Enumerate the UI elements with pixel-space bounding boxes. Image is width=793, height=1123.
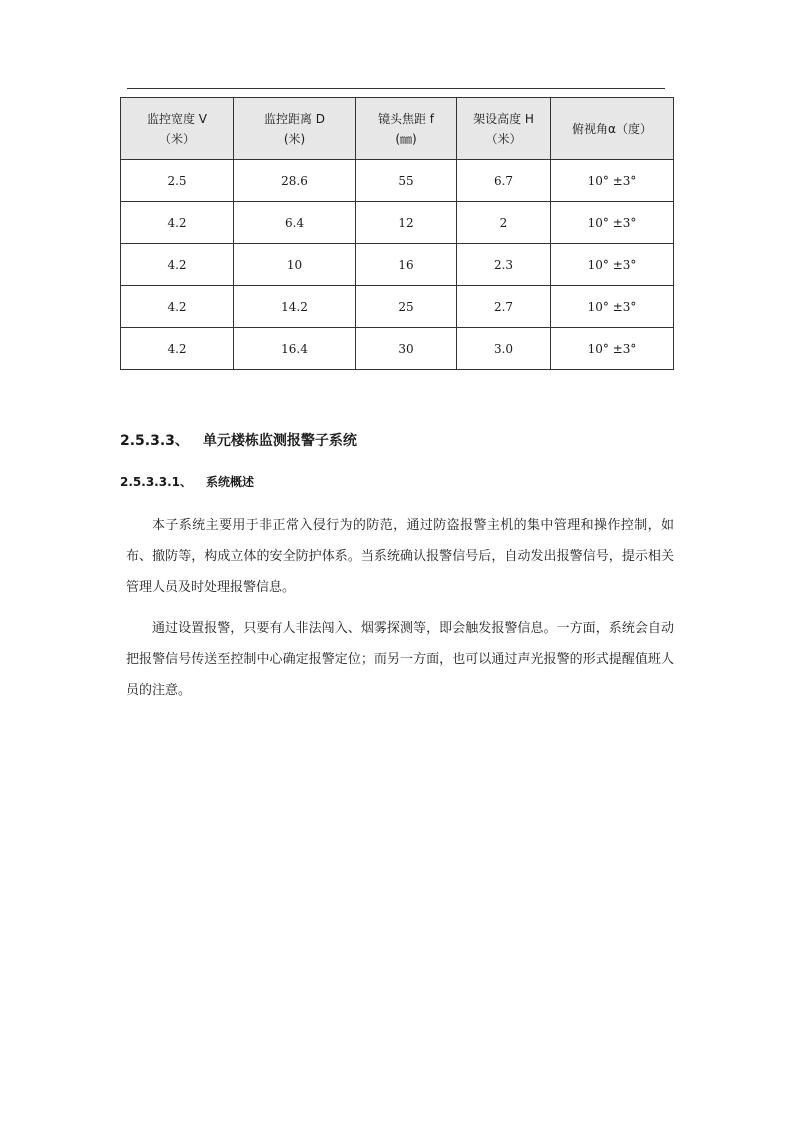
- header-rule: [127, 88, 665, 89]
- cell-focal-length: 25: [356, 286, 457, 328]
- cell-mount-height: 2.7: [457, 286, 551, 328]
- table-row: [121, 202, 674, 244]
- header-focal-length: 镜头焦距 f (㎜): [356, 98, 457, 160]
- table-header-row: [121, 98, 674, 160]
- camera-spec-table: [120, 97, 674, 370]
- cell-angle: 10° ±3°: [551, 202, 674, 244]
- cell-width: 4.2: [121, 244, 234, 286]
- cell-focal-length: 30: [356, 328, 457, 370]
- cell-distance: 14.2: [234, 286, 356, 328]
- header-width: 监控宽度 V （米）: [121, 98, 234, 160]
- header-depression-angle: 俯视角α（度）: [551, 98, 674, 160]
- cell-distance: 28.6: [234, 160, 356, 202]
- section-heading: [120, 430, 357, 450]
- cell-focal-length: 55: [356, 160, 457, 202]
- cell-width: 4.2: [121, 286, 234, 328]
- cell-focal-length: 16: [356, 244, 457, 286]
- subsection-number: 2.5.3.3.1、: [120, 475, 192, 489]
- cell-focal-length: 12: [356, 202, 457, 244]
- cell-mount-height: 6.7: [457, 160, 551, 202]
- table-row: [121, 160, 674, 202]
- cell-width: 4.2: [121, 328, 234, 370]
- header-distance: 监控距离 D (米): [234, 98, 356, 160]
- cell-distance: 10: [234, 244, 356, 286]
- table-row: [121, 328, 674, 370]
- body-paragraph: 通过设置报警，只要有人非法闯入、烟雾探测等，即会触发报警信息。一方面，系统会自动把报警信号传送至控制中心确定报警定位；而另一方面，也可以通过声光报警的形式提醒值班人员的注意。: [126, 621, 674, 698]
- subsection-title: 系统概述: [205, 475, 254, 489]
- cell-mount-height: 3.0: [457, 328, 551, 370]
- cell-mount-height: 2.3: [457, 244, 551, 286]
- cell-width: 4.2: [121, 202, 234, 244]
- body-paragraph: 本子系统主要用于非正常入侵行为的防范，通过防盗报警主机的集中管理和操作控制，如布、撤防等，构成立体的安全防护体系。当系统确认报警信号后，自动发出报警信号，提示相关管理人员及时处理报警信息。: [126, 518, 674, 595]
- cell-distance: 6.4: [234, 202, 356, 244]
- cell-angle: 10° ±3°: [551, 286, 674, 328]
- section-number: 2.5.3.3、: [120, 433, 189, 449]
- section-title: 单元楼栋监测报警子系统: [202, 433, 357, 449]
- cell-mount-height: 2: [457, 202, 551, 244]
- table-row: [121, 286, 674, 328]
- table-row: [121, 244, 674, 286]
- cell-distance: 16.4: [234, 328, 356, 370]
- cell-angle: 10° ±3°: [551, 244, 674, 286]
- cell-angle: 10° ±3°: [551, 160, 674, 202]
- cell-width: 2.5: [121, 160, 234, 202]
- cell-angle: 10° ±3°: [551, 328, 674, 370]
- header-mount-height: 架设高度 H （米）: [457, 98, 551, 160]
- subsection-heading: [120, 473, 254, 490]
